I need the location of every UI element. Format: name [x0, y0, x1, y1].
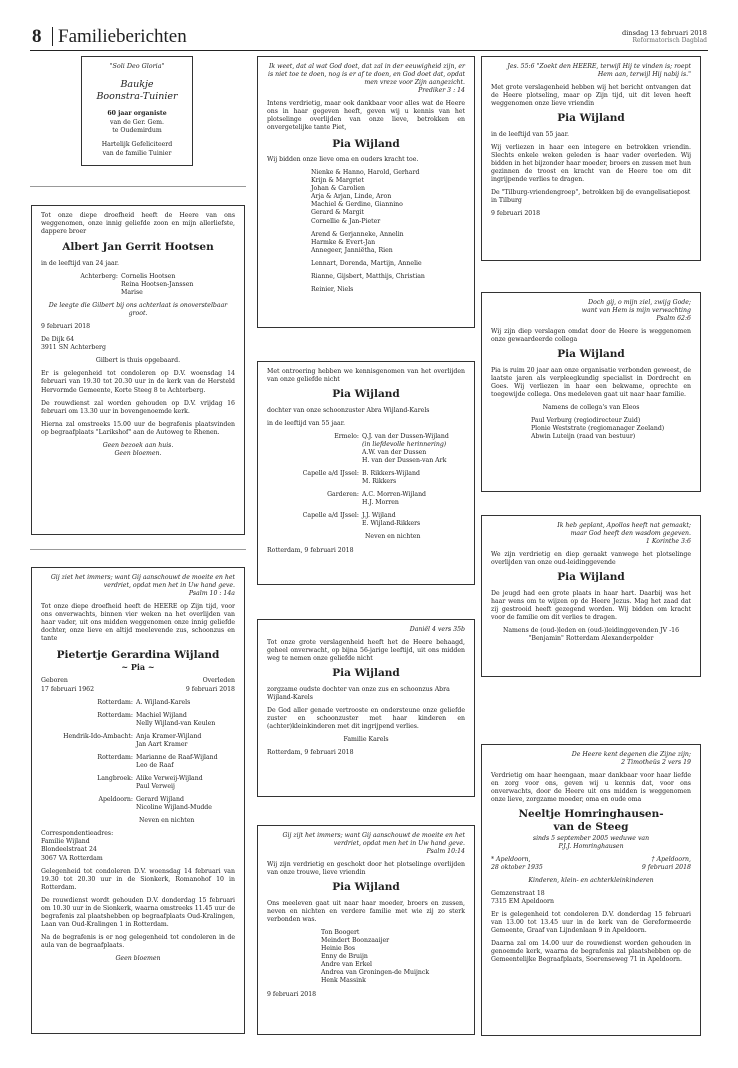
verse: Ik weet, dat al wat God doet, dat zal in der eeuwigheid zijn, er is niet toe te doen, nog is er af te doen, en God doet dat, opdat men vreze voor Zijn aangezicht.: [268, 63, 465, 87]
intro: Tot onze grote verslagenheid heeft het de Heere behaagd, geheel onverwacht, op bijna 56-jarige leeftijd, uit ons midden weg te nemen onze geliefde nicht: [267, 639, 465, 663]
place: Ermelo:: [334, 432, 359, 440]
text: in de leeftijd van 55 jaar.: [267, 419, 345, 427]
text: 9 februari 2018: [267, 990, 317, 998]
text: Er is gelegenheid tot condoleren op D.V. woensdag 14 februari van 19.30 tot 20.30 uur in de kerk van de Hersteld Hervormde Gemeente, Korte Steeg 8 te Achterberg.: [41, 370, 235, 394]
list-item: Arend & Gerjanneke, Annelin: [311, 230, 404, 238]
list-item: Johan & Carolien: [311, 185, 366, 193]
ad-karels: [257, 361, 475, 585]
text: Reinier, Niels: [311, 285, 354, 293]
family-name: A.C. Morren-Wijland: [362, 491, 427, 499]
family-name: Anja Kramer-Wijland: [136, 732, 202, 740]
family-name: Leo de Raaf: [136, 761, 174, 769]
name: Baukje: [120, 78, 154, 90]
text: sinds 5 september 2005 weduwe van: [532, 834, 650, 842]
list-item: Nienke & Hanno, Harold, Gerhard: [311, 169, 420, 177]
header-rule: [30, 50, 708, 51]
paper-name: Reformatorisch Dagblad: [632, 37, 707, 45]
text: van de familie Tuinier: [102, 149, 172, 157]
verse: Doch gij, o mijn ziel, zwijg Gode;: [588, 299, 691, 306]
text: 3067 VA Rotterdam: [41, 854, 103, 862]
family-row: [41, 699, 235, 707]
dates-row: * Apeldoorn, † Apeldoorn,: [491, 855, 691, 863]
text: te Oudemirdum: [112, 126, 162, 134]
family-row: Achterberg: Cornelis Hootsen Reina Hootsen-Janssen Marise: [80, 272, 194, 296]
text: 7315 EM Apeldoorn: [491, 897, 554, 905]
family-row: [267, 470, 465, 486]
verse-ref: Psalm 10:14: [426, 848, 465, 856]
ad-friends: [257, 825, 475, 1035]
deceased-name: Pia Wijland: [332, 388, 400, 401]
text: Namens de collega's van Eleos: [542, 404, 640, 412]
quote: De leegte die Gilbert bij ons achterlaat is onoverstelbaar groot.: [48, 302, 228, 318]
deceased-name: Pietertje Gerardina Wijland: [56, 648, 220, 661]
list-item: Meindert Boonzaaijer: [321, 937, 390, 945]
text: Hartelijk Gefeliciteerd: [101, 141, 173, 149]
verse-ref: 2 Timotheüs 2 vers 19: [621, 759, 691, 767]
text: De rouwdienst wordt gehouden D.V. donderdag 15 februari om 10.30 uur in de Sionkerk, waarna omstreeks 11.45 uur de begrafenis zal plaatshebben op begraafplaats Oud-Kralingen, Laan van Oud-Kralingen 1 in Rotterdam.: [41, 896, 235, 928]
deceased-name: Albert Jan Gerrit Hootsen: [62, 241, 214, 254]
list-item: Henk Massink: [321, 977, 366, 985]
verse-ref: 1 Korinthe 3:6: [645, 538, 691, 546]
intro: Wij zijn verdrietig en geschokt door het plotselinge overlijden van onze trouwe, lieve vriendin: [267, 861, 465, 877]
ad-aunt: [257, 56, 475, 328]
family-row: [41, 775, 235, 791]
list-item: Gerard & Margit: [311, 209, 365, 217]
verse: Gij zijt het immers; want Gij aanschouwt de moeite en het verdriet, opdat men het in Uw hand geve.: [282, 832, 465, 848]
text: Rotterdam, 9 februari 2018: [267, 749, 354, 757]
ad-eleos: [481, 292, 701, 492]
intro: Intens verdrietig, maar ook dankbaar voor alles wat de Heere ons in haar gegeven heeft, geven wij u kennis van het plotselinge overlijden van onze lieve, betrokken en onvergetelijke tante Piet,: [267, 100, 465, 132]
verse-ref: Prediker 3 : 14: [418, 87, 465, 95]
verse: maar God heeft den wasdom gegeven.: [570, 530, 691, 538]
family-row: [267, 433, 465, 465]
text: P.J.J. Homringhausen: [558, 842, 624, 850]
text: in de leeftijd van 55 jaar.: [491, 130, 569, 138]
list-item: Ton Boogert: [321, 929, 360, 937]
text: Daarna zal om 14.00 uur de rouwdienst worden gehouden in genoemde kerk, waarna de begrafenis zal plaatshebben op de Gemeentelijke Begraafplaats, Soerenseweg 71 in Apeldoorn.: [491, 940, 691, 964]
intro: Verdrietig om haar heengaan, maar dankbaar voor haar liefde en zorg voor ons, geven wij u kennis dat, voor ons onverwachts, door de Heere uit ons midden is weggenomen onze lieve, zorgzame moeder, oma en oude oma: [491, 772, 691, 804]
place: Garderen:: [327, 491, 359, 499]
text: Geen bezoek aan huis.: [102, 441, 174, 449]
text: De rouwdienst zal worden gehouden op D.V. vrijdag 16 februari om 13.30 uur in bovengenoemde kerk.: [41, 399, 235, 415]
text: Ons meeleven gaat uit naar haar moeder, broers en zussen, neven en nichten en verdere familie met wie zij zo sterk verbonden was.: [267, 899, 465, 924]
deceased-name: Pia Wijland: [332, 667, 400, 680]
deceased-name: van de Steeg: [553, 820, 629, 833]
text: Correspondentieadres:: [41, 830, 114, 838]
verse-ref: Daniël 4 vers 35b: [409, 626, 465, 633]
place: Hendrik-Ido-Ambacht:: [63, 732, 133, 740]
family-name: E. Wijland-Rikkers: [362, 520, 421, 528]
family-list: [267, 169, 465, 225]
text: 9 februari 2018: [491, 210, 541, 218]
deceased-name: Pia Wijland: [557, 348, 625, 361]
text: dochter van onze schoonzuster Abra Wijland-Karels: [267, 406, 430, 414]
text: De God aller genade vertrooste en ondersteune onze geliefde zuster en schoonzuster met haar kinderen en (achter)kleinkinderen met dit ingrijpend verlies.: [267, 706, 465, 731]
text: Blondeelstraat 24: [41, 846, 97, 854]
verse-ref: Psalm 10 : 14a: [188, 590, 235, 598]
signer: Plonie Weststrate (regiomanager Zeeland): [531, 425, 665, 433]
list-item: Enny de Bruijn: [321, 953, 368, 961]
separator: [30, 186, 246, 187]
text: Familie Karels: [343, 736, 389, 744]
ad-neeltje: [481, 744, 701, 1036]
deceased-name: Pia Wijland: [332, 881, 400, 894]
deceased-name: Pia Wijland: [332, 137, 400, 150]
ad-tilburg: [481, 56, 701, 261]
text: De "Tilburg-vriendengroep", betrokken bij de evangelisatiepost in Tilburg: [491, 189, 691, 205]
text: Gemzenstraat 18: [491, 889, 545, 897]
text: Gilbert is thuis opgebaard.: [95, 357, 181, 365]
family-name: H. van der Dussen-van Ark: [362, 457, 447, 465]
name: Boonstra-Tuinier: [96, 91, 178, 103]
text: Hierna zal omstreeks 15.00 uur de begrafenis plaatsvinden op begraafplaats "Larikshof" aan de Autoweg te Rhenen.: [41, 420, 235, 436]
family-name: Jan Aart Kramer: [136, 740, 188, 748]
date-text: dinsdag 13 februari 2018: [622, 29, 707, 37]
deceased-name: Neeltje Homringhausen-: [518, 808, 664, 821]
intro: Met grote verslagenheid hebben wij het bericht ontvangen dat de Heere plotseling, maar op Zijn tijd, uit dit leven heeft weggenomen onze lieve vriendin: [491, 84, 691, 108]
family-row: [267, 491, 465, 507]
text: De jeugd had een grote plaats in haar hart. Daarbij was het haar wens om te wijzen op de Heere Jezus. Mag het zaad dat zij gestrooid heeft gezegend worden. Wij bidden om kracht voor de familie om dit verlies te dragen.: [491, 589, 691, 622]
dates-row: 17 februari 1962 9 februari 2018: [41, 685, 235, 693]
text: in de leeftijd van 24 jaar.: [41, 259, 119, 267]
family-name: M. Rikkers: [362, 478, 397, 486]
list-item: Machiel & Gerdine, Giannino: [311, 201, 403, 209]
text: Geen bloemen.: [114, 449, 162, 457]
signers-list: [267, 929, 465, 985]
list-item: Harmke & Evert-Jan: [311, 238, 376, 246]
text: Lennart, Dorenda, Martijn, Annelie: [311, 259, 422, 267]
list-item: Arja & Arjan, Linde, Aron: [311, 193, 392, 201]
verse: want van Hem is mijn verwachting: [581, 307, 691, 315]
deceased-name: Pia Wijland: [557, 112, 625, 125]
family-name: J.J. Wijland: [362, 512, 396, 520]
text: Familie Wijland: [41, 838, 90, 846]
place: Capelle a/d IJssel:: [302, 512, 359, 520]
family-list: [267, 433, 465, 529]
family-row: [41, 796, 235, 812]
family-name: A. Wijland-Karels: [136, 698, 191, 706]
text: 3911 SN Achterberg: [41, 344, 106, 352]
ad-pietertje: [31, 567, 245, 1034]
text: Geen bloemen: [115, 955, 161, 963]
ad-jv-benjamin: [481, 515, 701, 677]
verse: Ik heb geplant, Apollos heeft nat gemaakt;: [557, 522, 691, 529]
text: van de Ger. Gem.: [110, 118, 164, 126]
place: Rotterdam:: [97, 711, 133, 719]
text: Na de begrafenis is er nog gelegenheid tot condoleren in de aula van de begraafplaats.: [41, 934, 235, 950]
deceased-name: Pia Wijland: [557, 571, 625, 584]
verse: Gij ziet het immers; want Gij aanschouwt de moeite en het verdriet, opdat men het in Uw hand geve.: [50, 574, 235, 590]
text: Er is gelegenheid tot condoleren D.V. donderdag 15 februari van 13.00 tot 13.45 uur in de kerk van de Gereformeerde Gemeente, Graaf van Lijndenlaan 9 in Apeldoorn.: [491, 911, 691, 935]
family-list: [41, 699, 235, 813]
intro: Wij zijn diep verslagen omdat door de Heere is weggenomen onze gewaardeerde collega: [491, 328, 691, 344]
quote: "Soli Deo Gloria": [109, 62, 165, 70]
family-row: [41, 712, 235, 728]
signer: Namens de (oud-)leden en (oud-)leidinggevenden JV -16 "Benjamin" Rotterdam Alexanderpolder: [502, 627, 680, 643]
verse: De Heere kent degenen die Zijne zijn;: [571, 751, 691, 758]
family-name: B. Rikkers-Wijland: [362, 470, 420, 478]
family-name: Marianne de Raaf-Wijland: [136, 753, 218, 761]
family-name: Alike Verweij-Wijland: [136, 775, 203, 783]
family-name: Machiel Wijland: [136, 711, 187, 719]
text: Pia is ruim 20 jaar aan onze organisatie verbonden geweest, de laatste jaren als verpleegkundig specialist in Dordrecht en Goes. Wij verliezen in haar een bekwame, oprechte en toegewijde collega. Ons medeleven gaat uit naar haar familie.: [491, 366, 691, 399]
text: Gelegenheid tot condoleren D.V. woensdag 14 februari van 19.30 tot 20.30 uur in de Sionkerk, Romanohof 10 in Rotterdam.: [41, 867, 235, 891]
ad-hootsen: [31, 205, 245, 535]
family-row: [41, 733, 235, 749]
text: Wij bidden onze lieve oma en ouders kracht toe.: [267, 156, 419, 164]
text: Rotterdam, 9 februari 2018: [267, 546, 354, 554]
page-number: 8: [32, 26, 42, 47]
text: Wij verliezen in haar een integere en betrokken vriendin. Slechts enkele weken geleden is haar vader overleden. Wij bidden in het bijzonder haar moeder, broers en zussen met hun gezinnen de troost en kracht van de Heere toe om dit ingrijpende verlies te dragen.: [491, 143, 691, 184]
nickname: ~ Pia ~: [121, 662, 155, 673]
separator: [30, 549, 246, 550]
signer: Abwin Luteijn (raad van bestuur): [531, 433, 636, 441]
family-list: [267, 231, 465, 255]
list-item: Andrea van Groningen-de Muijnck: [321, 969, 430, 977]
text: 9 februari 2018: [41, 323, 91, 331]
list-item: Heinie Bos: [321, 945, 356, 953]
intro: We zijn verdrietig en diep geraakt vanwege het plotselinge overlijden van onze oud-leidinggevende: [491, 551, 691, 567]
text: Neven en nichten: [139, 817, 195, 825]
dates-row: Geboren Overleden: [41, 677, 235, 685]
list-item: Cornellie & Jan-Pieter: [311, 217, 381, 225]
text: zorgzame oudste dochter van onze zus en schoonzus Abra Wijland-Karels: [267, 685, 450, 701]
intro: Tot onze diepe droefheid heeft de Heere van ons weggenomen, onze innig geliefde zoon en mijn allerliefste, dappere broer: [41, 212, 235, 236]
family-name: A.W. van der Dussen: [362, 448, 427, 456]
family-name: Gerard Wijland: [136, 796, 184, 804]
family-name: Nicoline Wijland-Mudde: [136, 804, 212, 812]
family-name: Q.J. van der Dussen-Wijland: [362, 432, 449, 440]
family-name: Nelly Wijland-van Keulen: [136, 719, 216, 727]
list-item: Annegeer, Janniëtha, Rien: [311, 246, 393, 254]
text: 60 jaar organiste: [107, 110, 167, 118]
place: Rotterdam:: [97, 698, 133, 706]
intro: Met ontroering hebben we kennisgenomen van het overlijden van onze geliefde nicht: [267, 368, 465, 384]
place: Langbroek:: [97, 775, 133, 783]
page-title: Familieberichten: [52, 27, 187, 46]
ad-boonstra: [81, 56, 193, 166]
verse: Jes. 55:6 "Zoekt den HEERE, terwijl Hij te vinden is; roept Hem aan, terwijl Hij nabij is.": [507, 63, 691, 79]
dates-row: 28 oktober 1935 9 februari 2018: [491, 863, 691, 871]
family-row: [41, 754, 235, 770]
verse-ref: Psalm 62:6: [656, 315, 691, 323]
family-name: Paul Verweij: [136, 783, 175, 791]
family-name: (in liefdevolle herinnering): [362, 440, 447, 448]
text: Neven en nichten: [365, 533, 421, 541]
intro: Tot onze diepe droefheid heeft de HEERE op Zijn tijd, voor ons onverwachts, binnen vier weken na het overlijden van haar vader, uit ons midden weggenomen onze innig geliefde dochter, onze lieve en altijd meelevende zus, schoonzus en tante: [41, 603, 235, 643]
page-date: [622, 29, 707, 45]
list-item: Andre van Erkel: [321, 961, 373, 969]
family-row: [267, 512, 465, 528]
text: Rianne, Gijsbert, Matthijs, Christian: [311, 272, 425, 280]
place: Rotterdam:: [97, 753, 133, 761]
place: Capelle a/d IJssel:: [302, 470, 359, 478]
ad-familie-karels: [257, 619, 475, 797]
text: De Dijk 64: [41, 336, 75, 344]
family-name: H.J. Morren: [362, 499, 399, 507]
signer: Paul Verburg (regiodirecteur Zuid): [531, 417, 641, 425]
place: Apeldoorn:: [98, 796, 133, 804]
list-item: Krijn & Margriet: [311, 177, 364, 185]
text: Kinderen, klein- en achterkleinkinderen: [528, 876, 654, 884]
